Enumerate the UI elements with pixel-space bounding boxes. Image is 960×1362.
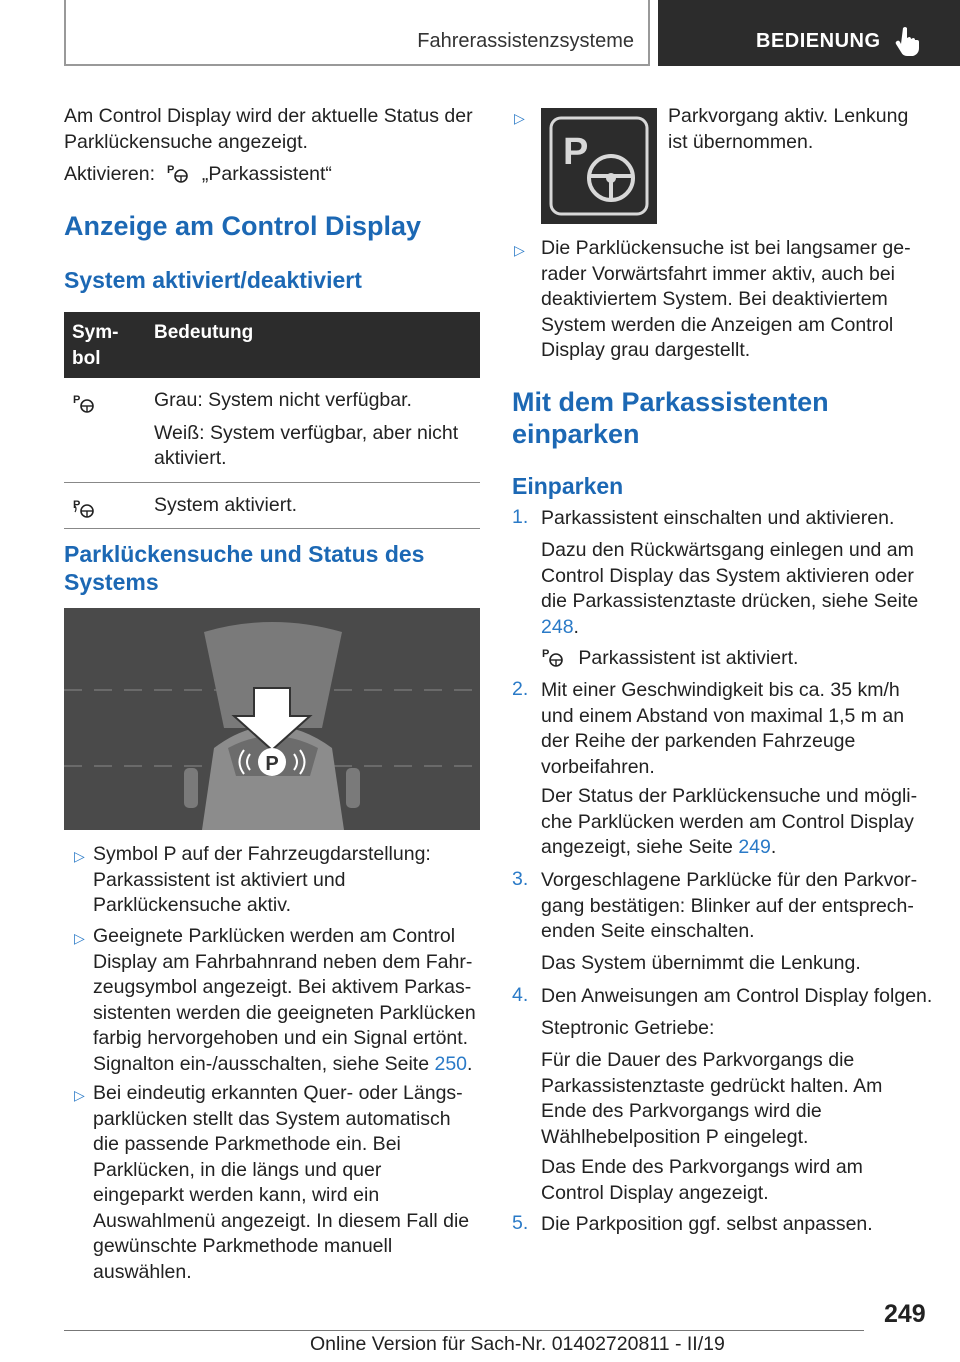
vehicle-p-symbol: P bbox=[265, 753, 279, 775]
table-col-symbol: Sym- bol bbox=[72, 322, 119, 369]
symbol-table bbox=[64, 312, 480, 529]
page-link-249[interactable]: 249 bbox=[738, 836, 771, 858]
svg-text:P: P bbox=[167, 164, 175, 176]
list-item: Parkvorgang aktiv. Lenkung ist übernommen. bbox=[668, 105, 909, 153]
table-row bbox=[64, 483, 480, 530]
step-text: Parkassistent einschalten und aktivieren. bbox=[541, 507, 895, 529]
chapter-tab bbox=[658, 0, 960, 66]
step-number: 4. bbox=[512, 984, 529, 1006]
section-heading-parking: Mit dem Parkassistenten einparken bbox=[512, 387, 829, 449]
activate-value: „Parkassistent“ bbox=[201, 163, 332, 185]
svg-text:P: P bbox=[73, 394, 81, 406]
bullet-icon: ▷ bbox=[514, 242, 525, 258]
subsection-heading-status: System aktiviert/deaktiviert bbox=[64, 267, 362, 293]
step-text: Vorgeschlagene Parklücke für den Parkvorgang bestätigen: Blinker auf der entsprechenden Seite einschalten. bbox=[541, 869, 918, 942]
page-link-250[interactable]: 250 bbox=[434, 1052, 468, 1075]
section-title: Fahrerassistenzsysteme bbox=[417, 30, 634, 52]
step-detail: Das System übernimmt die Lenkung. bbox=[541, 952, 861, 974]
bullet-icon: ▷ bbox=[74, 1087, 85, 1103]
svg-text:P: P bbox=[73, 498, 81, 511]
table-header bbox=[64, 312, 480, 378]
list-item: Die Parklückensuche ist bei langsamer gerader Vorwärtsfahrt immer aktiv, auch bei deaktiviertem System. Bei deaktiviertem System werden die Anzeigen am Control Display grau dargestellt. bbox=[541, 237, 911, 361]
step-status-text: Parkassistent ist aktiviert. bbox=[578, 647, 799, 669]
list-item: Symbol P auf der Fahrzeugdarstellung: Parkassistent ist aktiviert und Parklückensuche aktiv. bbox=[93, 843, 431, 916]
step-detail-text: Der Status der Parklückensuche und mögliche Parklücken werden am Control Display angezeigt, siehe Seite bbox=[541, 785, 918, 858]
list-item-text: Geeignete Parklücken werden am Control Display am Fahrbahnrand neben dem Fahrzeugsymbol angezeigt. Bei aktivem Parkassistenten werden die geeigneten Parklücken farbig hervorgehoben und ein Signal ertönt. Signalton ein-/ausschalten, siehe Seite bbox=[93, 925, 476, 1075]
park-assist-icon bbox=[166, 162, 190, 184]
list-item: Geeignete Parklücken werden am Control Display am Fahrbahnrand neben dem Fahrzeugsymbol angezeigt. Bei aktivem Parkassistenten werden die geeigneten Parklücken farbig hervorgehoben und ein Signal ertönt. Signalton ein-/ausschalten, siehe Seite 250. bbox=[93, 925, 476, 1075]
table-cell: System aktiviert. bbox=[154, 493, 298, 516]
step-number: 5. bbox=[512, 1212, 529, 1234]
page-header bbox=[0, 0, 960, 66]
activate-label: Aktivieren: bbox=[64, 163, 156, 185]
bullet-icon: ▷ bbox=[74, 930, 85, 946]
step-detail: Für die Dauer des Parkvorgangs die Parkassistenztaste gedrückt halten. Am Ende des Parkvorgangs wird die Wählhebelposition P eingelegt. bbox=[541, 1049, 883, 1148]
chapter-title: BEDIENUNG bbox=[756, 30, 881, 52]
step-text: Die Parkposition ggf. selbst anpassen. bbox=[541, 1213, 873, 1235]
subsection-heading-search: Parklückensuche und Status des Systems bbox=[64, 541, 425, 595]
park-active-steering-icon bbox=[541, 108, 657, 224]
bullet-icon: ▷ bbox=[514, 110, 525, 126]
step-detail: Dazu den Rückwärtsgang einlegen und am Control Display das System aktivieren oder die Parkassistenztaste drücken, siehe Seite 248. bbox=[541, 539, 919, 638]
section-tab bbox=[64, 0, 650, 66]
footer-divider bbox=[64, 1330, 864, 1331]
table-cell: Weiß: System verfügbar, aber nicht aktiviert. bbox=[154, 421, 459, 469]
step-detail: Steptronic Getriebe: bbox=[541, 1017, 715, 1039]
table-cell: Grau: System nicht verfügbar. bbox=[154, 389, 412, 411]
step-text: Den Anweisungen am Control Display folgen. bbox=[541, 985, 933, 1007]
activate-line bbox=[64, 162, 474, 188]
park-assist-icon bbox=[72, 392, 96, 414]
step-detail: Der Status der Parklückensuche und mögliche Parklücken werden am Control Display angezeigt, siehe Seite 249. bbox=[541, 785, 918, 858]
park-assist-active-icon bbox=[72, 497, 96, 519]
hand-pointer-icon bbox=[894, 26, 920, 56]
list-item: Bei eindeutig erkannten Quer- oder Längsparklücken stellt das System automatisch die passende Parkmethode ein. Bei Parklücken, in die längs und quer eingeparkt werden kann, wird ein Auswahlmenü angezeigt. In diesem Fall die gewünschte Parkmethode manuell auswählen. bbox=[93, 1082, 470, 1283]
online-version-note: Online Version für Sach-Nr. 01402720811 - II/19 bbox=[310, 1333, 725, 1355]
table-row bbox=[64, 378, 480, 483]
step-text: Mit einer Geschwindigkeit bis ca. 35 km/h und einem Abstand von maximal 1,5 m an der Reihe der parkenden Fahrzeuge vorbeifahren. bbox=[541, 679, 905, 778]
page-number: 249 bbox=[884, 1300, 926, 1328]
bullet-icon: ▷ bbox=[74, 848, 85, 864]
step-number: 2. bbox=[512, 678, 529, 700]
table-col-meaning: Bedeutung bbox=[154, 322, 254, 343]
section-heading: Anzeige am Control Display bbox=[64, 211, 422, 241]
intro-text: Am Control Display wird der aktuelle Status der Parklückensuche angezeigt. bbox=[64, 105, 473, 153]
step-number: 3. bbox=[512, 868, 529, 890]
step-status bbox=[541, 646, 931, 672]
park-assist-active-icon bbox=[541, 646, 565, 668]
step-number: 1. bbox=[512, 506, 529, 528]
step-detail-text: Dazu den Rückwärtsgang einlegen und am Control Display das System aktivieren oder die Parkassistenztaste drücken, siehe Seite bbox=[541, 539, 919, 612]
parking-search-illustration bbox=[64, 608, 480, 830]
subsection-heading-einparken: Einparken bbox=[512, 473, 624, 499]
icon-letter-p: P bbox=[563, 131, 589, 173]
svg-text:P: P bbox=[542, 648, 550, 660]
page-link-248[interactable]: 248 bbox=[541, 615, 574, 638]
step-detail: Das Ende des Parkvorgangs wird am Control Display angezeigt. bbox=[541, 1156, 863, 1204]
